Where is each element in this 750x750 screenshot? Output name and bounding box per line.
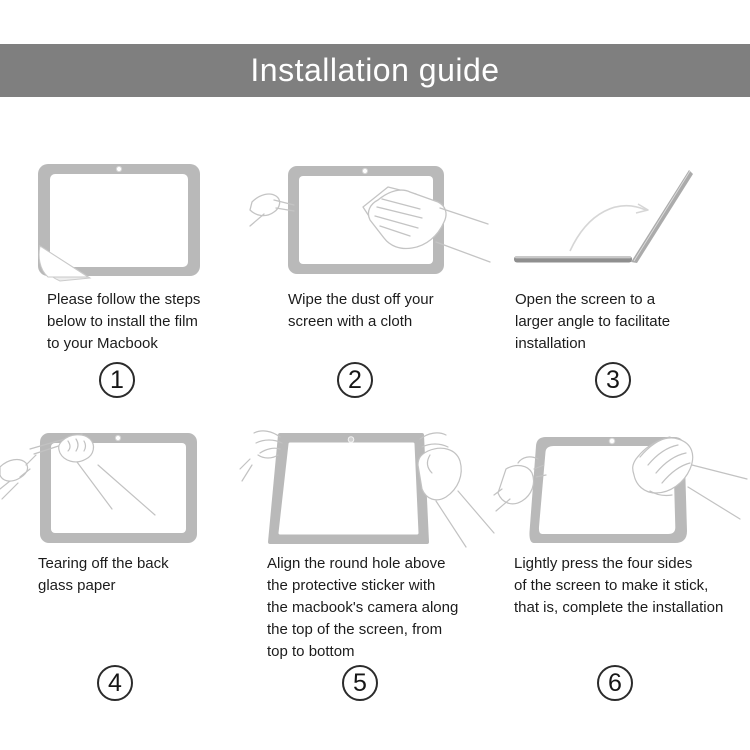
step-4 bbox=[0, 425, 250, 725]
caption-line: below to install the film bbox=[47, 313, 198, 330]
step-4-number bbox=[97, 665, 133, 701]
caption-line: that is, complete the installation bbox=[514, 599, 724, 616]
caption-line: Open the screen to a bbox=[515, 291, 656, 308]
open-laptop-angle-icon bbox=[500, 150, 750, 285]
step-6-caption bbox=[500, 553, 750, 619]
steps-row-1 bbox=[0, 150, 750, 415]
align-film-two-hands-icon bbox=[250, 425, 500, 560]
tear-back-paper-icon bbox=[0, 425, 250, 560]
step-1-illustration bbox=[0, 150, 250, 285]
step-1 bbox=[0, 150, 250, 415]
caption-line: of the screen to make it stick, bbox=[514, 577, 709, 594]
steps-row-2 bbox=[0, 425, 750, 725]
step-4-number-text: 4 bbox=[108, 668, 122, 697]
step-3-number bbox=[595, 362, 631, 398]
step-2-number bbox=[337, 362, 373, 398]
step-5 bbox=[250, 425, 500, 725]
caption-line: top to bottom bbox=[267, 643, 355, 660]
step-2-number-badge bbox=[337, 362, 373, 398]
caption-line: screen with a cloth bbox=[288, 313, 413, 330]
step-5-caption bbox=[250, 553, 517, 663]
caption-line: Please follow the steps bbox=[47, 291, 201, 308]
step-2-caption bbox=[250, 289, 538, 333]
step-5-number-badge bbox=[342, 665, 378, 701]
wipe-screen-cloth-icon bbox=[250, 150, 500, 285]
step-1-number bbox=[99, 362, 135, 398]
step-5-number-text: 5 bbox=[353, 668, 367, 697]
step-6-number-text: 6 bbox=[608, 668, 622, 697]
caption-line: the protective sticker with bbox=[267, 577, 436, 594]
step-6-number-badge bbox=[597, 665, 633, 701]
step-2-illustration bbox=[250, 150, 500, 285]
step-3-illustration bbox=[500, 150, 750, 285]
step-4-illustration bbox=[0, 425, 250, 560]
step-2-number-text: 2 bbox=[348, 365, 362, 394]
step-3-number-text: 3 bbox=[606, 365, 620, 394]
step-5-number bbox=[342, 665, 378, 701]
caption-line: installation bbox=[515, 335, 586, 352]
step-4-number-badge bbox=[97, 665, 133, 701]
step-6-illustration bbox=[500, 425, 750, 560]
caption-line: the top of the screen, from bbox=[267, 621, 443, 638]
step-3-caption bbox=[500, 289, 750, 355]
press-film-edges-icon bbox=[500, 425, 750, 560]
step-1-number-badge bbox=[99, 362, 135, 398]
caption-line: Align the round hole above bbox=[267, 555, 446, 572]
caption-line: glass paper bbox=[38, 577, 116, 594]
step-6 bbox=[500, 425, 750, 725]
step-3-number-badge bbox=[595, 362, 631, 398]
caption-line: larger angle to facilitate bbox=[515, 313, 671, 330]
page-title: Installation guide bbox=[250, 52, 500, 88]
caption-line: to your Macbook bbox=[47, 335, 158, 352]
step-2 bbox=[250, 150, 500, 415]
caption-line: Lightly press the four sides bbox=[514, 555, 693, 572]
step-3 bbox=[500, 150, 750, 415]
macbook-peeling-film-icon bbox=[0, 150, 250, 285]
step-1-number-text: 1 bbox=[110, 365, 124, 394]
caption-line: Wipe the dust off your bbox=[288, 291, 434, 308]
caption-line: Tearing off the back bbox=[38, 555, 169, 572]
caption-line: the macbook's camera along bbox=[267, 599, 459, 616]
header-bar bbox=[0, 44, 750, 97]
step-5-illustration bbox=[250, 425, 500, 560]
step-4-caption bbox=[0, 553, 288, 597]
step-6-number bbox=[597, 665, 633, 701]
